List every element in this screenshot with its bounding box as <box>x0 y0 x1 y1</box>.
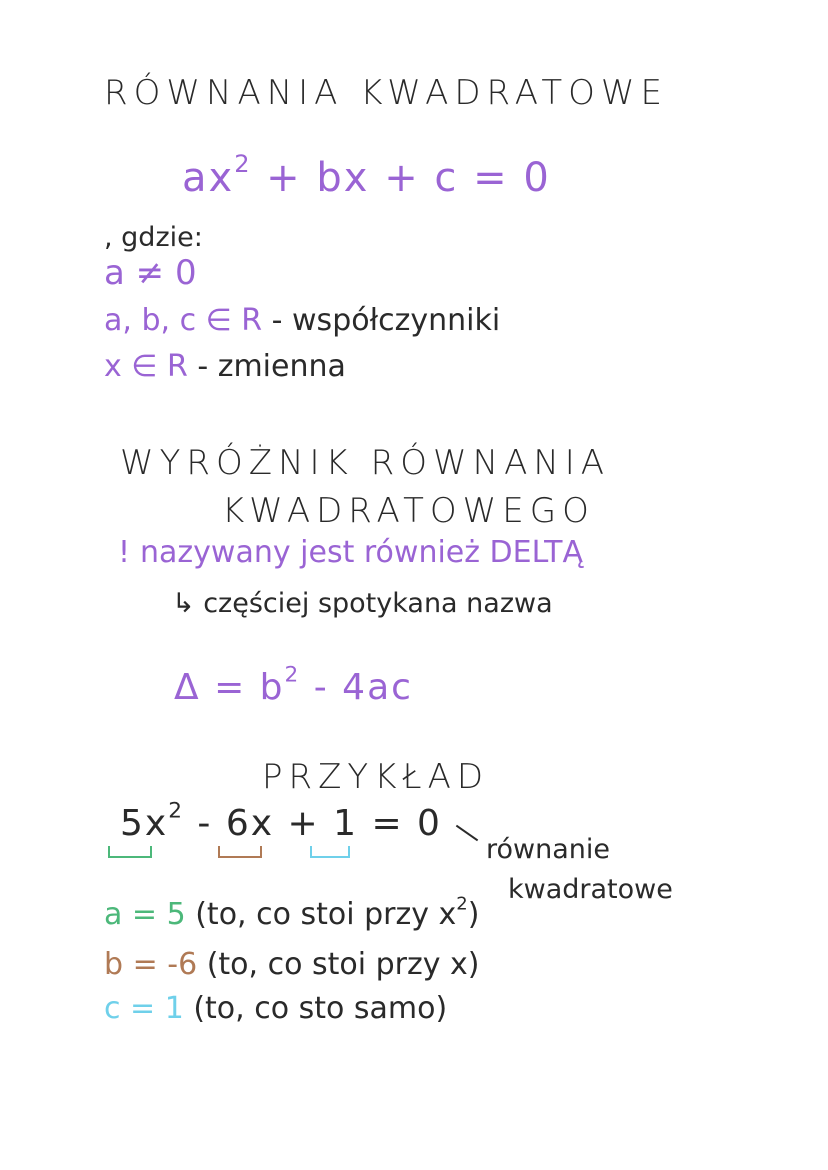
annotation-pointer <box>456 825 478 842</box>
coefficients-desc: - współczynniki <box>262 303 501 338</box>
general-formula <box>182 149 551 201</box>
example-eq-part1: 5x <box>120 803 169 844</box>
condition-a: a ≠ 0 <box>104 253 197 293</box>
page-title: RÓWNANIA KWADRATOWE <box>104 73 669 113</box>
where-label: , gdzie: <box>104 222 203 253</box>
example-b-line <box>104 947 480 982</box>
bracket-b <box>218 846 262 858</box>
example-c-label: c = 1 <box>104 991 184 1026</box>
delta-lhs: Δ = b <box>174 667 285 708</box>
delta-note <box>118 535 584 570</box>
variable-line <box>104 349 346 384</box>
coefficients-line <box>104 303 501 338</box>
delta-subnote: ↳ częściej spotykana nazwa <box>172 588 553 619</box>
example-b-label: b = -6 <box>104 947 198 982</box>
example-c-desc: (to, co sto samo) <box>183 991 448 1026</box>
formula-base: ax <box>182 155 235 201</box>
coefficients-vars: a, b, c ∈ R <box>104 303 263 338</box>
bracket-a <box>108 846 152 858</box>
example-eq-exponent: 2 <box>168 798 184 824</box>
delta-exponent: 2 <box>284 662 301 688</box>
example-c-line <box>104 991 448 1026</box>
discriminant-title-line2: KWADRATOWEGO <box>222 491 595 531</box>
example-a-line <box>104 893 480 932</box>
delta-rhs: - 4ac <box>300 667 413 708</box>
formula-exponent: 2 <box>234 149 252 178</box>
example-equation <box>120 798 442 844</box>
annotation-line2: kwadratowe <box>508 874 673 905</box>
annotation-line1: równanie <box>486 834 610 865</box>
exclamation-mark: ! <box>118 535 131 570</box>
example-b-desc: (to, co stoi przy x) <box>197 947 480 982</box>
example-a-label: a = 5 <box>104 897 186 932</box>
example-a-desc-end: ) <box>467 897 480 932</box>
variable-vars: x ∈ R <box>104 349 188 384</box>
delta-formula <box>174 662 413 708</box>
discriminant-title-line1: WYRÓŻNIK RÓWNANIA <box>120 443 611 483</box>
bracket-c <box>310 846 350 858</box>
formula-rest: + bx + c = 0 <box>251 155 551 201</box>
variable-desc: - zmienna <box>187 349 346 384</box>
example-heading: PRZYKŁAD <box>262 757 490 797</box>
example-a-desc: (to, co stoi przy x <box>185 897 457 932</box>
delta-note-text: nazywany jest również DELTĄ <box>140 535 584 570</box>
example-a-desc-exponent: 2 <box>456 893 468 915</box>
example-eq-part2: - 6x + 1 = 0 <box>183 803 442 844</box>
